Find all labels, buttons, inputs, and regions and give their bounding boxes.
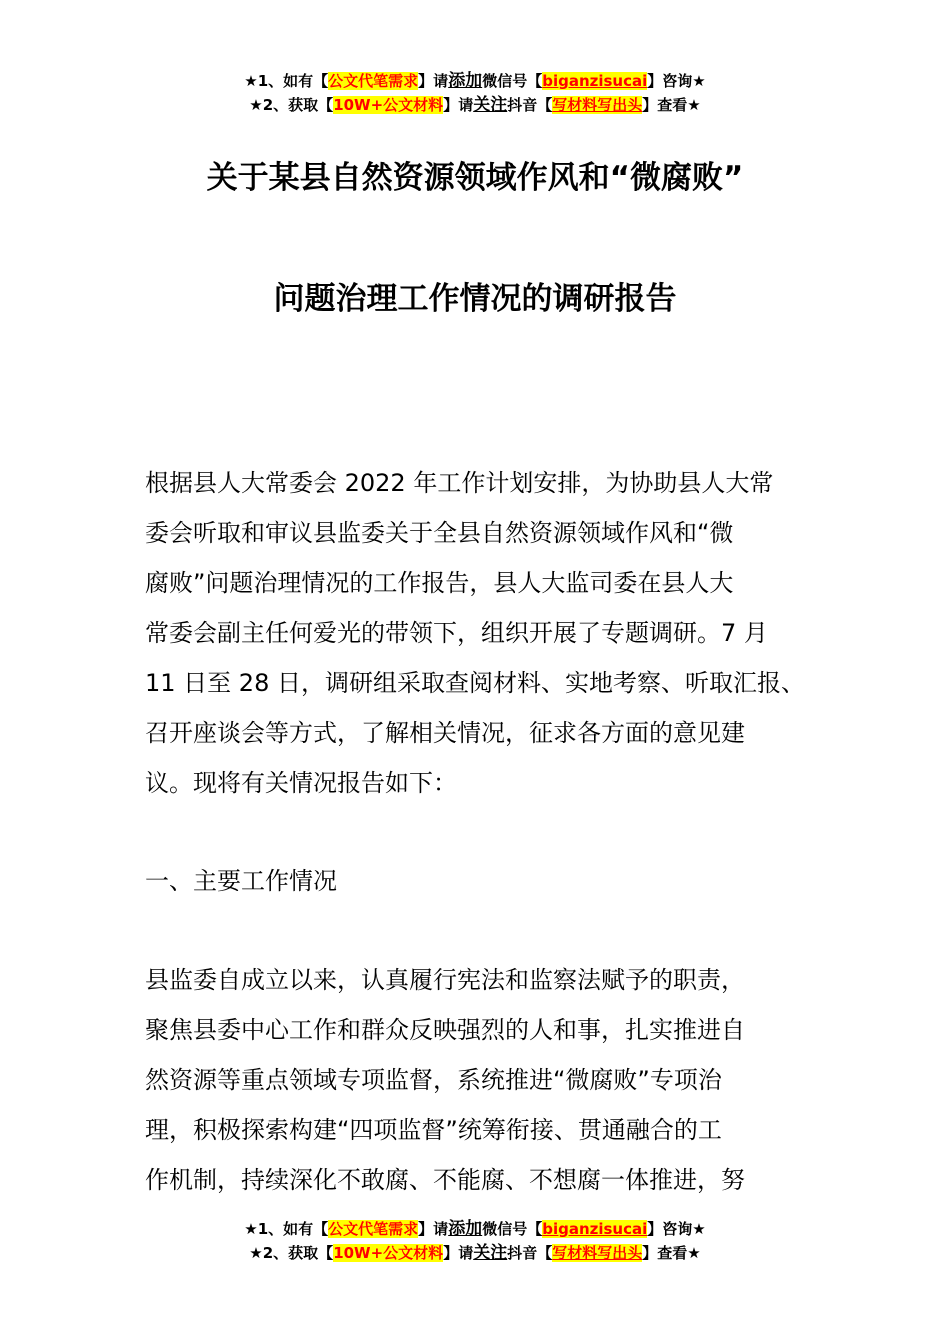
- banner-text: ★1、如有【: [244, 72, 329, 90]
- banner-highlight: 公文代笔需求: [328, 1220, 419, 1238]
- document-title-line-2: 问题治理工作情况的调研报告: [273, 281, 677, 317]
- wechat-id: biganzisucai: [542, 1220, 648, 1238]
- text-line: 县监委自成立以来，认真履行宪法和监察法赋予的职责，: [145, 966, 745, 994]
- douyin-id: 写材料写出头: [552, 1244, 643, 1262]
- wechat-id: biganzisucai: [542, 72, 648, 90]
- banner-text: 】请: [418, 72, 449, 90]
- banner-highlight: 10W+公文材料: [333, 1244, 444, 1262]
- banner-line-1: [0, 69, 950, 93]
- text-line: 根据县人大常委会 2022 年工作计划安排，为协助县人大常: [145, 469, 774, 497]
- banner-text: 】查看★: [642, 96, 701, 114]
- banner-highlight: 公文代笔需求: [328, 72, 419, 90]
- banner-text: 】请: [443, 96, 474, 114]
- text-line: 然资源等重点领域专项监督，系统推进“微腐败”专项治: [145, 1066, 722, 1094]
- banner-text: ★2、获取【: [249, 1244, 334, 1262]
- text-line: 议。现将有关情况报告如下：: [145, 769, 457, 797]
- paragraph-intro: [145, 458, 825, 808]
- paragraph-work: [145, 955, 825, 1205]
- banner-line-2: [0, 1241, 950, 1265]
- text-line: 作机制，持续深化不敢腐、不能腐、不想腐一体推进，努: [145, 1166, 745, 1194]
- banner-text: ★2、获取【: [249, 96, 334, 114]
- banner-text: 】咨询★: [647, 1220, 706, 1238]
- banner-line-2: [0, 93, 950, 117]
- banner-highlight: 10W+公文材料: [333, 96, 444, 114]
- document-title-line-1: 关于某县自然资源领域作风和“微腐败”: [206, 160, 744, 196]
- section-heading: 一、主要工作情况: [145, 867, 337, 895]
- banner-text: 】查看★: [642, 1244, 701, 1262]
- text-line: 召开座谈会等方式，了解相关情况，征求各方面的意见建: [145, 719, 745, 747]
- banner-text: 】请: [418, 1220, 449, 1238]
- banner-text: 微信号【: [482, 1220, 543, 1238]
- banner-text: 抖音【: [507, 96, 553, 114]
- banner-text: 】请: [443, 1244, 474, 1262]
- banner-text: 】咨询★: [647, 72, 706, 90]
- text-line: 委会听取和审议县监委关于全县自然资源领域作风和“微: [145, 519, 734, 547]
- banner-text: 抖音【: [507, 1244, 553, 1262]
- banner-emphasis: 关注: [473, 95, 508, 115]
- text-line: 11 日至 28 日，调研组采取查阅材料、实地考察、听取汇报、: [145, 669, 805, 697]
- text-line: 腐败”问题治理情况的工作报告，县人大监司委在县人大: [145, 569, 734, 597]
- banner-emphasis: 添加: [448, 71, 483, 91]
- banner-emphasis: 添加: [448, 1219, 483, 1239]
- footer-banner: [0, 1217, 950, 1265]
- banner-text: ★1、如有【: [244, 1220, 329, 1238]
- banner-emphasis: 关注: [473, 1243, 508, 1263]
- banner-text: 微信号【: [482, 72, 543, 90]
- text-line: 常委会副主任何爱光的带领下，组织开展了专题调研。7 月: [145, 619, 768, 647]
- text-line: 聚焦县委中心工作和群众反映强烈的人和事，扎实推进自: [145, 1016, 745, 1044]
- header-banner: [0, 69, 950, 117]
- douyin-id: 写材料写出头: [552, 96, 643, 114]
- banner-line-1: [0, 1217, 950, 1241]
- text-line: 理，积极探索构建“四项监督”统筹衔接、贯通融合的工: [145, 1116, 722, 1144]
